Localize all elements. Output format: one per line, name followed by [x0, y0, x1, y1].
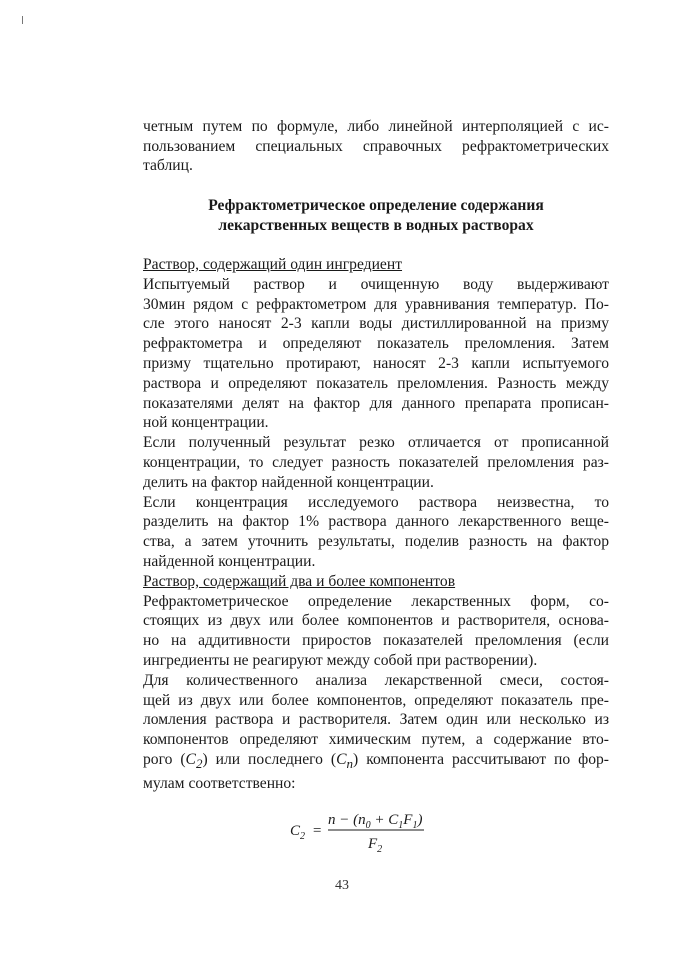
paragraph-line: Для количественного анализа лекарственной смеси, состоя-	[143, 671, 609, 689]
lead-paragraph	[143, 117, 609, 176]
paragraph	[143, 671, 609, 794]
paragraph-line: Если полученный результат резко отличается от прописанной	[143, 434, 609, 452]
heading-line-1: Рефрактометрическое определение содержания	[208, 197, 544, 214]
paragraph	[143, 592, 609, 671]
paragraph	[143, 433, 609, 492]
variable-subscript: n	[346, 756, 354, 772]
variable-subscript: 2	[195, 756, 203, 772]
paragraph-line: делить на фактор найденной концентрации.	[143, 473, 434, 491]
formula-lhs-symbol: C	[290, 823, 301, 839]
paragraph	[143, 275, 609, 433]
body-text	[143, 255, 609, 794]
heading-line-2: лекарственных веществ в водных растворах	[218, 217, 534, 234]
lead-line: таблиц.	[143, 157, 193, 174]
paragraph-line: но на аддитивности приростов показателей преломления (если	[143, 632, 609, 650]
text-fragment: ) компонента рассчитывают по фор-	[353, 750, 609, 768]
section-heading	[143, 196, 609, 236]
paragraph-line: компонентов определяют химическим путем, а содержание вто-	[143, 731, 609, 749]
lead-line: четным путем по формуле, либо линейной интерполяцией с ис-	[143, 118, 609, 135]
paragraph-line: призму тщательно протирают, наносят 2-3 капли испытуемого	[143, 354, 609, 372]
formula-c2	[290, 810, 440, 861]
numerator-subscript: 1	[412, 820, 418, 831]
text-fragment: ) или последнего (	[202, 750, 337, 768]
paragraph-line: Если концентрация исследуемого раствора неизвестна, то	[143, 493, 609, 511]
paragraph-line: сле этого наносят 2-3 капли воды дистиллированной на призму	[143, 315, 609, 333]
variable-cn	[336, 750, 354, 772]
formula-equals: =	[312, 823, 323, 839]
numerator-part: F	[403, 812, 413, 828]
paragraph-line: рефрактометра и определяют показатель преломления. Затем	[143, 335, 609, 353]
paragraph-line: концентрации, то следует разность показателей преломления раз-	[143, 453, 609, 471]
subheading-multi-component: Раствор, содержащий два и более компонентов	[143, 572, 456, 590]
numerator-subscript: 0	[365, 820, 371, 831]
formula-numerator	[328, 812, 422, 831]
paragraph-line: раствора и определяют показатель преломления. Разность между	[143, 374, 609, 392]
paragraph-line: Рефрактометрическое определение лекарственных форм, со-	[143, 592, 609, 610]
paragraph-line: щей из двух или более компонентов, определяют показатель пре-	[143, 691, 609, 709]
formula-lhs-subscript: 2	[300, 831, 306, 842]
numerator-part: + C	[370, 812, 399, 828]
lead-line: пользованием специальных справочных рефрактометрических	[143, 137, 609, 155]
formula-lhs	[290, 823, 305, 842]
paragraph-line: 30мин рядом с рефрактометром для уравнивания температур. По-	[143, 295, 609, 313]
numerator-part: n − (n	[328, 812, 366, 828]
paragraph-line: ной концентрации.	[143, 414, 269, 432]
paragraph-line: Испытуемый раствор и очищенную воду выдерживают	[143, 275, 609, 293]
variable-symbol: C	[185, 750, 196, 768]
paragraph	[143, 493, 609, 572]
subheading-one-ingredient: Раствор, содержащий один ингредиент	[143, 256, 403, 273]
scan-artifact-mark	[22, 16, 23, 24]
denominator-subscript: 2	[377, 844, 383, 855]
paragraph-line: мулам соответственно:	[143, 774, 296, 792]
denominator-symbol: F	[368, 836, 378, 852]
paragraph-line-with-variables	[143, 750, 609, 774]
variable-c2	[185, 750, 203, 772]
numerator-subscript: 1	[398, 820, 404, 831]
paragraph-line: показателями делят на фактор для данного препарата прописан-	[143, 394, 609, 412]
paragraph-line: ломления раствора и растворителя. Затем один или несколько из	[143, 711, 609, 729]
paragraph-line: ства, а затем уточнить результаты, поделив разность на фактор	[143, 533, 609, 551]
numerator-part: )	[417, 812, 423, 828]
text-fragment: рого (	[143, 750, 186, 768]
formula-graphic	[290, 810, 440, 856]
paragraph-line: разделить на фактор 1% раствора данного лекарственного веще-	[143, 513, 609, 531]
paragraph-line: ингредиенты не реагируют между собой при растворении).	[143, 651, 538, 669]
variable-symbol: C	[336, 750, 347, 768]
page-number: 43	[335, 878, 349, 893]
paragraph-line: стоящих из двух или более компонентов и растворителя, основа-	[143, 612, 609, 630]
paragraph-line: найденной концентрации.	[143, 552, 316, 570]
formula-denominator	[367, 836, 382, 855]
